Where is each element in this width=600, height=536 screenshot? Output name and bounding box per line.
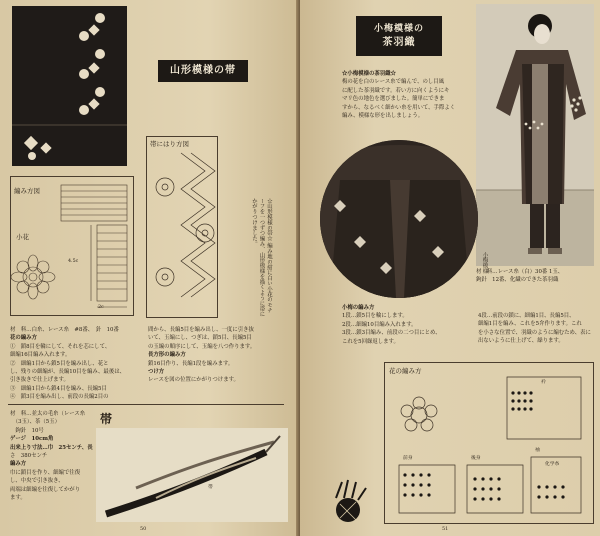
instruction-line: 鎖16目作り、長編1段を編みます。 — [148, 360, 234, 367]
instruction-line: 細編16目編み入れます。 — [10, 352, 71, 359]
haori-back-detail-image — [320, 140, 478, 298]
instruction-line: 材 料…並太の毛糸（レース糸 — [10, 411, 86, 417]
intro-line: 梅の花を白のレース糸で編んで、のし目風 — [342, 79, 445, 86]
model-photo — [476, 4, 594, 266]
obi-section-title: 帯 — [100, 412, 113, 426]
instruction-line: ① 鎖8目を輪にして、それを芯にして、 — [10, 343, 111, 350]
instruction-line: ③ 細編1目から鎖4目を編み、長編5目 — [10, 385, 107, 392]
instruction-line: （3玉）、茶（5玉） — [10, 419, 60, 426]
instruction-line: ④ 鎖3目を編み出し、前段の長編2目の — [10, 394, 109, 401]
instruction-line: さ 380センチ — [10, 453, 48, 460]
haori-detail-photo — [320, 140, 478, 298]
section-title-obi: 山形模様の帯 — [158, 60, 248, 82]
diagram-label-yarn: 化学糸 — [545, 462, 560, 467]
rope-image — [96, 428, 288, 522]
pineapple-motif-image — [322, 476, 372, 526]
knit-grid-image — [11, 177, 135, 317]
instruction-line: し、中央で引き抜き、 — [10, 478, 64, 485]
intro-heading: ☆小梅模様の茶羽織☆ — [342, 71, 396, 77]
attach-diagram-heading: 帯にはり方図 — [150, 140, 189, 148]
ume-line: これを5回繰返します。 — [342, 338, 399, 345]
left-page — [0, 0, 298, 536]
title-line-2: 茶羽織 — [382, 37, 416, 48]
ume-line: 2段…細編10目編み入れます。 — [342, 321, 417, 328]
obi-vertical-caption: ☆山形模様の帯☆ 編み地の紺に白い小花のモチーフを一つずつ編み、山形模様を描くように帯にかがりつけました。 — [251, 198, 272, 317]
diagram-label-front: 前身 — [403, 456, 413, 461]
knit-diagram — [10, 176, 134, 316]
small-flower-label: 小花 — [16, 233, 29, 241]
ume-line: 1段…鎖5目を輪にします。 — [342, 313, 408, 320]
right-page — [300, 0, 600, 536]
ume-line: 出ないように仕上げて、繰ります。 — [478, 338, 564, 345]
intro-line: すから、なるべく細かい糸を用いて、手際よく — [342, 104, 456, 111]
obi-rope-photo — [96, 428, 288, 522]
title-line-1: 小梅模様の — [373, 24, 424, 34]
instruction-line: 両端は細編を往復してかがり — [10, 486, 81, 493]
ume-line: 4段…前段の鎖に、細編1目、長編5目、 — [478, 313, 575, 319]
detail-photo-caption: 小梅模様 — [481, 252, 488, 274]
diagram-label-collar: 衿 — [541, 380, 546, 385]
haori-intro — [342, 70, 472, 120]
instruction-line: 引き抜きで仕上げます。 — [10, 377, 69, 384]
flower-diagram — [384, 362, 594, 524]
instruction-line: 長方形の編み方 — [148, 352, 186, 359]
diagram-label-sleeve: 袖 — [535, 448, 540, 453]
ume-line: 3段…鎖3目編み、前段の二つ目にとめ、 — [342, 330, 441, 337]
zigzag-pattern-image — [147, 137, 219, 319]
instruction-line: ます。 — [10, 495, 26, 502]
section-divider — [8, 404, 284, 405]
instruction-line: 鉤針 10号 — [10, 427, 44, 434]
ume-heading: 小梅の編み方 — [342, 305, 375, 311]
instruction-line: 出来上り寸法…巾 25センチ、長 — [10, 444, 93, 451]
ume-line: を小さな位置で、羽織のように編むため、表に — [478, 329, 591, 336]
ume-instructions — [342, 304, 472, 346]
instruction-line: つけ方 — [148, 369, 165, 376]
attach-diagram — [146, 136, 218, 318]
model-wearing-haori-image — [476, 4, 594, 266]
instruction-line: 材 料…白糸、レース糸 #8番、 針 10番 — [10, 327, 119, 333]
instruction-line: の玉編の順序にして、玉編を八つ作ります。 — [148, 343, 256, 350]
instruction-line: ゲージ 10cm角 — [10, 436, 54, 443]
intro-line: 編み、模様な形を出しましょう。 — [342, 113, 424, 120]
instruction-line: ② 細編1目から鎖5目を編み出し、花と — [10, 360, 109, 367]
intro-line: マリ色の地色を選びました。簡単にできま — [342, 96, 445, 103]
flower-and-layout-diagram — [385, 363, 595, 525]
needle-line: 鉤針 12番、化繊のできた茶羽織 — [476, 277, 559, 284]
instruction-line: し、残りの細編が、長編10目を編み、最後は、 — [10, 369, 125, 376]
instruction-line: 編み方 — [10, 461, 27, 468]
flower-diagram-heading: 花の編み方 — [389, 367, 422, 375]
flower-instructions-continued — [148, 326, 268, 385]
page-number-right: 51 — [442, 526, 449, 532]
obi-pattern-image — [12, 6, 127, 166]
instruction-line: レースを図の位置にかがりつけます。 — [148, 377, 239, 384]
materials-line: 材 料…レース糸（白）30番 1玉、 — [476, 269, 564, 275]
instruction-line: 巾に鎖目を作り、細編で往復 — [10, 469, 81, 476]
haori-materials — [476, 268, 596, 285]
page-number-left: 50 — [140, 526, 147, 532]
dimension-4-5: 4.5c — [68, 259, 79, 264]
dimension-2: 2c — [98, 305, 104, 310]
instruction-line: 花の編み方 — [10, 335, 37, 342]
obi-photo — [12, 6, 127, 166]
instruction-line: いて、玉編にし、つぎは、鎖5目、長編5目 — [148, 335, 252, 342]
diagram-label-back: 後身 — [471, 456, 481, 461]
ume-instructions-continued — [478, 312, 594, 346]
obi-instructions — [10, 410, 96, 502]
knit-diagram-heading: 編み方図 — [14, 187, 40, 195]
instruction-line: 間から、長編5目を編み出し、一度に引き抜 — [148, 327, 254, 333]
obi-photo-caption: 帯 — [208, 485, 213, 490]
flower-instructions — [10, 326, 144, 402]
pineapple-ornament — [322, 476, 372, 526]
ume-line: 細編1目を編み、これを5弁作ります。これ — [478, 321, 582, 328]
section-title-haori — [356, 16, 442, 56]
intro-line: に配した茶羽織です。若い方に向くようにキ — [342, 87, 450, 94]
